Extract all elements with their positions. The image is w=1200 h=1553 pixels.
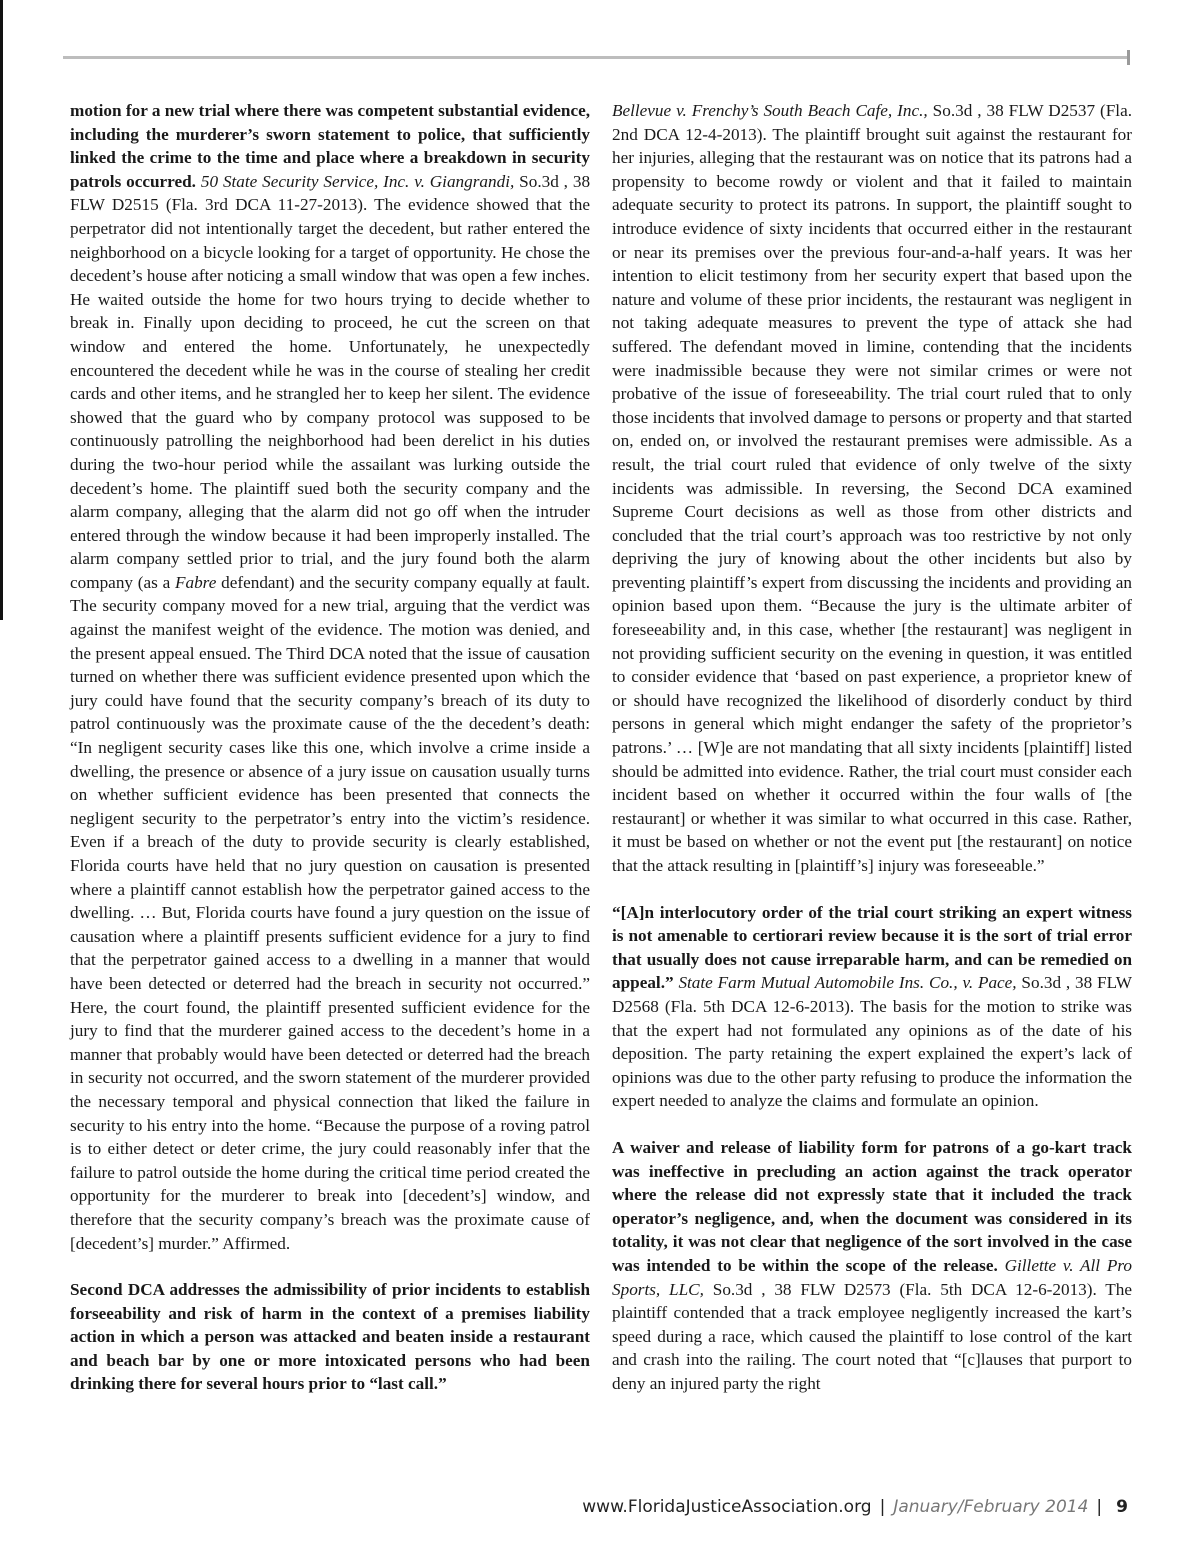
header-rule (63, 56, 1130, 59)
header-rule-cap (1127, 50, 1130, 65)
case-name: 50 State Security Service, Inc. v. Giangrandi, (200, 171, 515, 191)
footer-website-link[interactable]: www.FloridaJusticeAssociation.org (582, 1497, 872, 1517)
page-number: 9 (1116, 1497, 1128, 1517)
case-body: So.3d , 38 FLW D2573 (Fla. 5th DCA 12-6-2013). The plaintiff contended that a track employee negligently increased the kart’s speed during a race, which caused the plaintiff to lose control of the kart and crash into the railing. The court noted that “[c]lauses that purport to deny an injured party the right (612, 1279, 1133, 1393)
case-name: State Farm Mutual Automobile Ins. Co., v. Pace, (678, 973, 1017, 993)
case-summary-bellevue (612, 99, 1132, 878)
holding-lead: Second DCA addresses the admissibility of prior incidents to establish forseeability and risk of harm in the context of a premises liability action in which a person was attacked and beaten inside a restaurant and beach bar by one or more intoxicated persons who had been drinking there for several hours prior to “last call.” (70, 1280, 590, 1394)
case-summary-state-farm (612, 901, 1132, 1113)
holding-lead: “[A]n interlocutory order of the trial court striking an expert witness is not amenable to certiorari review because it is the sort of trial error that usually does not cause irreparable harm, and can be remedied on appeal.” (612, 902, 1132, 993)
footer-separator: | (1096, 1497, 1103, 1517)
case-name: Bellevue v. Frenchy’s South Beach Cafe, Inc., (612, 101, 928, 120)
right-column (612, 99, 1132, 1395)
case-summary-bellevue-heading (70, 1278, 590, 1396)
case-term-fabre: Fabre (175, 572, 217, 592)
page-footer (582, 1497, 1128, 1517)
case-body: So.3d , 38 FLW D2515 (Fla. 3rd DCA 11-27-2013). The evidence showed that the perpetrator did not intentionally target the decedent, but rather entered the neighborhood on a bicycle looking for a target of opportunity. He chose the decedent’s house after noticing a small window that was open a few inches. He waited outside the home for two hours trying to decide whether to break in. Finally upon deciding to proceed, he cut the screen on that window and entered the home. Unfortunately, he unexpectedly encountered the decedent while he was in the course of stealing her credit cards and other items, and he strangled her to keep her silent. The evidence showed that the guard who by company protocol was supposed to be continuously patrolling the neighborhood had been derelict in his duties during the two-hour period while the assailant was lurking outside the decedent’s home. The plaintiff sued both the security company and the alarm company, alleging that the alarm did not go off when the intruder entered through the window because it had been improperly installed. The alarm company settled prior to trial, and the jury found both the alarm company (as a (70, 171, 591, 592)
left-column (70, 99, 590, 1396)
case-summary-giangrandi (70, 99, 590, 1255)
left-margin-rule (0, 0, 3, 620)
footer-issue-date: January/February 2014 (893, 1497, 1089, 1517)
case-name: Gillette v. All Pro Sports, LLC, (612, 1255, 1133, 1299)
holding-lead: motion for a new trial where there was competent substantial evidence, including the murderer’s sworn statement to police, that sufficiently linked the crime to the time and place where a breakdown in security patrols occurred. (70, 101, 590, 191)
holding-lead: A waiver and release of liability form for patrons of a go-kart track was ineffective in precluding an action against the track operator where the release did not expressly state that it included the track operator’s negligence, and, when the document was considered in its totality, it was not clear that negligence of the sort involved in the case was intended to be within the scope of the release. (612, 1137, 1132, 1275)
case-body: So.3d , 38 FLW D2568 (Fla. 5th DCA 12-6-2013). The basis for the motion to strike was that the expert had not formulated any opinions as of the date of his deposition. The party retaining the expert explained the expert’s lack of opinions was due to the other party refusing to produce the information the expert needed to analyze the claims and formulate an opinion. (612, 973, 1133, 1111)
case-body-continued: defendant) and the security company equally at fault. The security company moved for a new trial, arguing that the verdict was against the manifest weight of the evidence. The motion was denied, and the present appeal ensued. The Third DCA noted that the issue of causation turned on whether there was sufficient evidence presented upon which the jury could have found that the security company’s breach of its duty to patrol continuously was the proximate cause of the the decedent’s death: “In negligent security cases like this one, which involve a crime inside a dwelling, the presence or absence of a jury issue on causation usually turns on whether sufficient evidence has been presented that connects the negligent security to the perpetrator’s entry into the victim’s residence. Even if a breach of the duty to provide security is clearly established, Florida courts have held that no jury question on causation is presented where a plaintiff cannot establish how the perpetrator gained access to the dwelling. … But, Florida courts have found a jury question on the issue of causation where a plaintiff presents sufficient evidence for a jury to find that the perpetrator gained access to a dwelling in a manner that would have been detected or deterred had the breach in security not occurred.” Here, the court found, the plaintiff presented sufficient evidence for the jury to find that the murderer gained access to the decedent’s home in a manner that probably would have been detected or deterred had the breach in security not occurred, and the sworn statement of the murderer provided the necessary temporal and physical connection that liked the failure in security to his entry into the home. “Because the purpose of a roving patrol is to either detect or deter crime, the jury could reasonably infer that the failure to patrol outside the home during the critical time period created the opportunity for the murderer to break into [decedent’s] window, and therefore that the security company’s breach was the proximate cause of [decedent’s] murder.” Affirmed. (70, 572, 591, 1253)
case-summary-gillette (612, 1136, 1132, 1396)
case-body: So.3d , 38 FLW D2537 (Fla. 2nd DCA 12-4-2013). The plaintiff brought suit against the restaurant for her injuries, alleging that the restaurant was on notice that its patrons had a propensity to become rowdy or violent and that it failed to maintain adequate security to protect its patrons. In support, the plaintiff sought to introduce evidence of sixty incidents that occurred either in the restaurant or near its premises over the previous four-and-a-half years. It was her intention to elicit testimony from her security expert that based upon the nature and volume of these prior incidents, the restaurant was negligent in not taking adequate measures to prevent the type of attack she had suffered. The defendant moved in limine, contending that the incidents were inadmissible because they were not similar crimes or were not probative of the issue of foreseeability. The trial court ruled that to only those incidents that involved damage to persons or property and that started on, ended on, or involved the restaurant premises were admissible. As a result, the trial court ruled that evidence of only twelve of the sixty incidents was admissible. In reversing, the Second DCA examined Supreme Court decisions as well as those from other districts and concluded that the trial court’s approach was too restrictive by not only depriving the jury of knowing about the other incidents but also by preventing plaintiff’s expert from discussing the incidents and providing an opinion based upon them. “Because the jury is the ultimate arbiter of foreseeability and, in this case, whether [the restaurant] was negligent in not providing sufficient security on the evening in question, it was entitled to consider evidence that ‘based on past experience, a proprietor knew of or should have recognized the likelihood of disorderly conduct by third persons in general which might endanger the safety of the proprietor’s patrons.’ … [W]e are not mandating that all sixty incidents [plaintiff] listed should be admitted into evidence. Rather, the trial court must consider each incident based on whether it occurred within the four walls of [the restaurant] or whether it was similar to what occurred in this case. Rather, it must be based on whether or not the event put [the restaurant] on notice that the attack resulting in [plaintiff’s] injury was foreseeable.” (612, 101, 1132, 875)
footer-separator: | (879, 1497, 886, 1517)
